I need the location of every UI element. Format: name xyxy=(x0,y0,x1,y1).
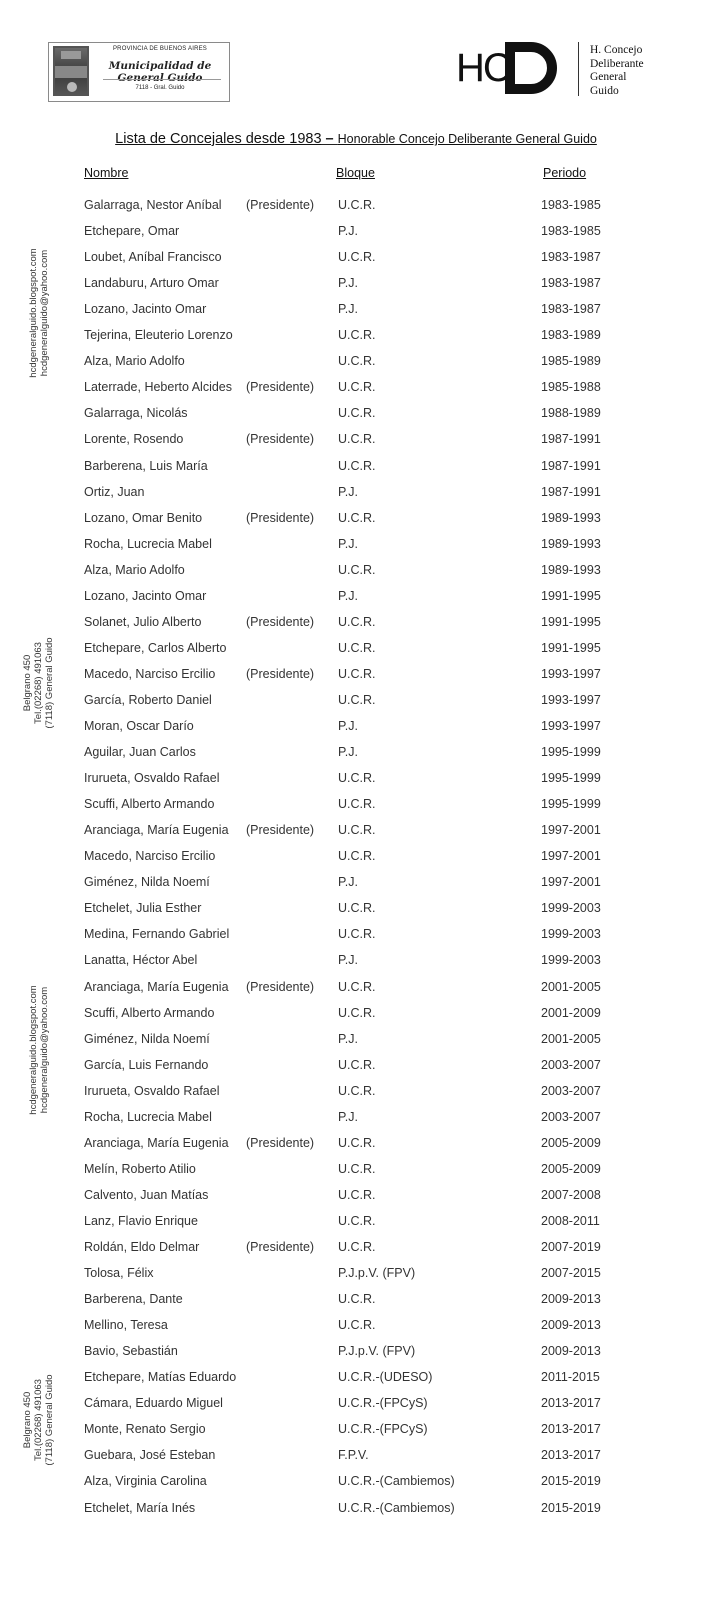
councillor-periodo: 1991-1995 xyxy=(541,588,601,603)
councillor-periodo: 1995-1999 xyxy=(541,797,601,812)
councillor-name: Lozano, Omar Benito xyxy=(84,510,203,525)
councillor-bloque: U.C.R. xyxy=(338,1240,376,1254)
councillor-periodo: 2011-2015 xyxy=(541,1370,600,1385)
councillor-name: Galarraga, Nicolás xyxy=(84,406,188,421)
councillor-bloque: P.J. xyxy=(338,536,358,551)
column-header-periodo: Periodo xyxy=(543,166,587,180)
table-row xyxy=(0,1266,712,1292)
councillor-periodo: 1989-1993 xyxy=(541,536,601,551)
councillor-bloque: U.C.R. xyxy=(338,432,376,447)
councillor-name: Medina, Fernando Gabriel xyxy=(84,927,230,942)
table-row xyxy=(0,875,712,901)
councillor-name: Etchepare, Matías Eduardo xyxy=(84,1370,237,1385)
councillor-periodo: 2015-2019 xyxy=(541,1500,601,1515)
councillor-name: Roldán, Eldo Delmar xyxy=(84,1240,200,1254)
councillor-periodo: 2013-2017 xyxy=(541,1396,601,1411)
table-row xyxy=(0,641,712,667)
councillor-name: Laterrade, Heberto Alcides xyxy=(84,380,233,395)
councillor-role: (Presidente) xyxy=(246,823,315,838)
councillor-role: (Presidente) xyxy=(246,666,315,681)
councillor-name: Etchepare, Carlos Alberto xyxy=(84,640,227,655)
councillor-bloque: U.C.R. xyxy=(338,1161,376,1176)
councillor-periodo: 2007-2015 xyxy=(541,1266,601,1281)
councillor-bloque: U.C.R.-(FPCyS) xyxy=(338,1396,428,1411)
councillor-bloque: P.J. xyxy=(338,1109,358,1124)
councillor-periodo: 1993-1997 xyxy=(541,719,601,733)
councillor-periodo: 2007-2019 xyxy=(541,1240,601,1254)
councillor-bloque: P.J. xyxy=(338,953,358,968)
table-row xyxy=(0,927,712,953)
councillor-name: Mellino, Teresa xyxy=(84,1318,168,1333)
table-row xyxy=(0,901,712,927)
councillor-periodo: 2009-2013 xyxy=(541,1344,601,1359)
councillor-bloque: U.C.R. xyxy=(338,354,376,369)
councillor-periodo: 1997-2001 xyxy=(541,875,601,890)
councillor-periodo: 1989-1993 xyxy=(541,510,601,525)
councillor-periodo: 1983-1987 xyxy=(541,302,601,317)
table-row xyxy=(0,1240,712,1266)
councillor-bloque: U.C.R. xyxy=(338,666,376,681)
councillor-periodo: 2001-2009 xyxy=(541,1005,601,1020)
hcd-name-line4: Guido xyxy=(590,84,619,97)
hcd-logo xyxy=(456,36,566,100)
councillor-name: Lozano, Jacinto Omar xyxy=(84,588,207,603)
councillor-name: Aranciaga, María Eugenia xyxy=(84,979,229,994)
councillor-periodo: 2001-2005 xyxy=(541,1031,601,1046)
coat-of-arms-icon xyxy=(53,46,89,96)
table-row xyxy=(0,1474,712,1500)
table-row xyxy=(0,328,712,354)
councillor-name: Alza, Virginia Carolina xyxy=(84,1474,207,1489)
logo-divider xyxy=(103,79,221,80)
title-sub: Honorable Concejo Deliberante General Guido xyxy=(337,132,597,146)
councillor-name: Moran, Oscar Darío xyxy=(84,719,194,733)
councillor-bloque: U.C.R. xyxy=(338,1057,376,1072)
councillor-bloque: U.C.R. xyxy=(338,849,376,864)
table-row xyxy=(0,615,712,641)
hcd-name-line1: H. Concejo xyxy=(590,44,643,56)
councillor-name: Landaburu, Arturo Omar xyxy=(84,276,219,291)
municipality-name: Municipalidad de General Guido xyxy=(108,60,212,84)
councillor-bloque: P.J. xyxy=(338,1031,358,1046)
councillor-bloque: U.C.R.-(UDESO) xyxy=(338,1370,433,1385)
councillor-name: Macedo, Narciso Ercilio xyxy=(84,849,216,864)
table-row xyxy=(0,1032,712,1058)
column-header-bloque: Bloque xyxy=(336,166,375,180)
councillor-bloque: U.C.R. xyxy=(338,198,376,212)
councillor-periodo: 2005-2009 xyxy=(541,1135,601,1150)
councillor-bloque: P.J. xyxy=(338,302,358,317)
table-row xyxy=(0,563,712,589)
councillor-bloque: U.C.R. xyxy=(338,1213,376,1228)
councillor-name: Lozano, Jacinto Omar xyxy=(84,302,207,317)
hcd-logo-letters: HC xyxy=(456,46,510,90)
councillor-name: Lanz, Flavio Enrique xyxy=(84,1213,198,1228)
table-row xyxy=(0,224,712,250)
blog-url: hcdgeneralguido.blogspot.com xyxy=(28,985,39,1115)
document-title xyxy=(0,130,712,148)
side-address-block-2 xyxy=(22,1365,58,1475)
table-row xyxy=(0,511,712,537)
councillor-name: Lanatta, Héctor Abel xyxy=(84,953,198,968)
table-row xyxy=(0,667,712,693)
table-row xyxy=(0,250,712,276)
councillor-bloque: U.C.R. xyxy=(338,380,376,395)
table-row xyxy=(0,537,712,563)
address-city: (7118) General Guido xyxy=(44,1374,55,1466)
councillor-name: Barberena, Dante xyxy=(84,1292,183,1307)
councillor-bloque: U.C.R.-(Cambiemos) xyxy=(338,1500,455,1515)
column-header-name: Nombre xyxy=(84,166,129,180)
municipality-logo xyxy=(48,42,230,102)
councillor-periodo: 1999-2003 xyxy=(541,901,601,916)
councillor-bloque: P.J. xyxy=(338,224,358,239)
address-city: (7118) General Guido xyxy=(44,637,55,729)
councillor-bloque: U.C.R. xyxy=(338,1292,376,1307)
councillor-name: Aguilar, Juan Carlos xyxy=(84,745,196,760)
hcd-full-name xyxy=(590,44,644,98)
table-row xyxy=(0,1344,712,1370)
councillor-bloque: U.C.R.-(FPCyS) xyxy=(338,1422,428,1437)
table-row xyxy=(0,797,712,823)
table-row xyxy=(0,1214,712,1240)
councillor-name: Etchepare, Omar xyxy=(84,224,180,239)
title-main: Lista de Concejales desde 1983 xyxy=(115,131,322,147)
table-row xyxy=(0,1370,712,1396)
councillor-periodo: 2003-2007 xyxy=(541,1109,601,1124)
councillor-bloque: P.J. xyxy=(338,276,358,291)
councillor-periodo: 1983-1989 xyxy=(541,328,601,343)
table-row xyxy=(0,1110,712,1136)
councillor-bloque: U.C.R. xyxy=(338,1135,376,1150)
councillor-periodo: 2001-2005 xyxy=(541,979,601,994)
councillor-bloque: U.C.R. xyxy=(338,692,376,707)
councillor-name: Guebara, José Esteban xyxy=(84,1448,216,1463)
table-row xyxy=(0,1006,712,1032)
councillor-periodo: 1997-2001 xyxy=(541,823,601,838)
councillor-periodo: 2013-2017 xyxy=(541,1448,601,1463)
councillor-bloque: U.C.R. xyxy=(338,406,376,421)
side-web-block-1 xyxy=(28,233,52,393)
email-address: hcdgeneralguido@yahoo.com xyxy=(39,986,50,1114)
councillor-periodo: 1989-1993 xyxy=(541,562,601,577)
table-row xyxy=(0,719,712,745)
table-row xyxy=(0,198,712,224)
councillor-periodo: 2007-2008 xyxy=(541,1187,601,1202)
councillor-bloque: F.P.V. xyxy=(338,1448,369,1463)
councillor-periodo: 1985-1988 xyxy=(541,380,601,395)
councillor-periodo: 1997-2001 xyxy=(541,849,601,864)
hcd-name-line3: General xyxy=(590,71,627,83)
table-row xyxy=(0,459,712,485)
table-row xyxy=(0,953,712,979)
councillor-name: Irurueta, Osvaldo Rafael xyxy=(84,771,220,786)
province-label: PROVINCIA DE BUENOS AIRES xyxy=(112,46,208,52)
councillor-bloque: U.C.R. xyxy=(338,562,376,577)
councillor-role: (Presidente) xyxy=(246,432,315,447)
table-row xyxy=(0,276,712,302)
councillor-bloque: P.J. xyxy=(338,745,358,760)
table-row xyxy=(0,1422,712,1448)
councillor-name: Etchelet, María Inés xyxy=(84,1500,196,1515)
councillor-periodo: 1987-1991 xyxy=(541,458,601,473)
councillor-name: Barberena, Luis María xyxy=(84,458,208,473)
address-phone: Tel.(02268) 491063 xyxy=(33,642,44,724)
councillor-bloque: U.C.R. xyxy=(338,1005,376,1020)
hcd-name-line2: Deliberante xyxy=(590,57,644,70)
table-row xyxy=(0,354,712,380)
councillor-periodo: 1995-1999 xyxy=(541,771,601,786)
councillor-bloque: U.C.R. xyxy=(338,771,376,786)
councillor-name: Aranciaga, María Eugenia xyxy=(84,823,229,838)
councillor-periodo: 1985-1989 xyxy=(541,354,601,369)
councillor-periodo: 1987-1991 xyxy=(541,484,601,499)
councillor-name: Giménez, Nilda Noemí xyxy=(84,875,210,890)
table-row xyxy=(0,745,712,771)
councillor-periodo: 1983-1985 xyxy=(541,224,601,239)
councillor-name: Ortiz, Juan xyxy=(84,484,145,499)
table-row xyxy=(0,1188,712,1214)
councillor-bloque: U.C.R. xyxy=(338,458,376,473)
councillor-name: Lorente, Rosendo xyxy=(84,432,184,447)
councillor-periodo: 1983-1987 xyxy=(541,276,601,291)
address-phone: Tel.(02268) 491063 xyxy=(33,1379,44,1461)
councillor-bloque: U.C.R. xyxy=(338,823,376,838)
councillor-name: Etchelet, Julia Esther xyxy=(84,901,202,916)
councillor-name: Tolosa, Félix xyxy=(84,1266,154,1281)
table-row xyxy=(0,1292,712,1318)
councillor-periodo: 1991-1995 xyxy=(541,640,601,655)
councillor-bloque: U.C.R. xyxy=(338,979,376,994)
councillor-role: (Presidente) xyxy=(246,198,315,212)
councillor-name: Rocha, Lucrecia Mabel xyxy=(84,1109,212,1124)
councillor-name: Giménez, Nilda Noemí xyxy=(84,1031,210,1046)
councillor-name: Scuffi, Alberto Armando xyxy=(84,797,215,812)
table-row xyxy=(0,1058,712,1084)
councillor-bloque: U.C.R. xyxy=(338,797,376,812)
table-row xyxy=(0,406,712,432)
title-separator: – xyxy=(321,131,338,147)
councillor-name: Bavio, Sebastián xyxy=(84,1344,178,1359)
councillor-bloque: U.C.R. xyxy=(338,927,376,942)
councillor-name: García, Luis Fernando xyxy=(84,1057,209,1072)
table-row xyxy=(0,771,712,797)
councillor-name: Alza, Mario Adolfo xyxy=(84,354,185,369)
councillor-name: Tejerina, Eleuterio Lorenzo xyxy=(84,328,233,343)
councillor-bloque: U.C.R. xyxy=(338,250,376,265)
councillor-periodo: 1987-1991 xyxy=(541,432,601,447)
councillor-name: García, Roberto Daniel xyxy=(84,692,212,707)
councillor-bloque: P.J.p.V. (FPV) xyxy=(338,1344,416,1359)
councillor-bloque: P.J.p.V. (FPV) xyxy=(338,1266,416,1281)
councillor-bloque: U.C.R. xyxy=(338,614,376,629)
councillor-bloque: U.C.R. xyxy=(338,1187,376,1202)
councillor-name: Solanet, Julio Alberto xyxy=(84,614,202,629)
table-row xyxy=(0,432,712,458)
table-row xyxy=(0,589,712,615)
councillor-role: (Presidente) xyxy=(246,1240,315,1254)
councillor-periodo: 1991-1995 xyxy=(541,614,601,629)
councillor-name: Monte, Renato Sergio xyxy=(84,1422,206,1437)
table-row xyxy=(0,823,712,849)
table-row xyxy=(0,849,712,875)
table-row xyxy=(0,1448,712,1474)
councillor-name: Macedo, Narciso Ercilio xyxy=(84,666,216,681)
councillor-periodo: 1983-1987 xyxy=(541,250,601,265)
councillor-bloque: U.C.R. xyxy=(338,328,376,343)
table-row xyxy=(0,1162,712,1188)
councillor-periodo: 1995-1999 xyxy=(541,745,601,760)
table-row xyxy=(0,693,712,719)
councillor-periodo: 1999-2003 xyxy=(541,927,601,942)
councillor-name: Melín, Roberto Atilio xyxy=(84,1161,196,1176)
side-address-block-1 xyxy=(22,628,58,738)
table-row xyxy=(0,1084,712,1110)
councillor-periodo: 2009-2013 xyxy=(541,1318,601,1333)
councillor-periodo: 2015-2019 xyxy=(541,1474,601,1489)
councillor-periodo: 2008-2011 xyxy=(541,1213,600,1228)
table-row xyxy=(0,380,712,406)
table-row xyxy=(0,302,712,328)
councillor-periodo: 1993-1997 xyxy=(541,666,601,681)
postal-label: 7118 - Gral. Guido xyxy=(135,85,185,91)
councillor-periodo: 1988-1989 xyxy=(541,406,601,421)
councillor-bloque: U.C.R. xyxy=(338,1318,376,1333)
blog-url: hcdgeneralguido.blogspot.com xyxy=(28,248,39,378)
councillor-periodo: 2005-2009 xyxy=(541,1161,601,1176)
councillor-name: Alza, Mario Adolfo xyxy=(84,562,185,577)
table-row xyxy=(0,980,712,1006)
councillor-periodo: 2013-2017 xyxy=(541,1422,601,1437)
councillor-periodo: 2009-2013 xyxy=(541,1292,601,1307)
councillor-role: (Presidente) xyxy=(246,510,315,525)
councillor-bloque: P.J. xyxy=(338,588,358,603)
table-row xyxy=(0,1501,712,1527)
hcd-divider xyxy=(578,42,579,96)
table-row xyxy=(0,1396,712,1422)
councillor-role: (Presidente) xyxy=(246,380,315,395)
councillor-name: Galarraga, Nestor Aníbal xyxy=(84,198,222,212)
councillor-role: (Presidente) xyxy=(246,979,315,994)
councillor-bloque: U.C.R. xyxy=(338,1083,376,1098)
councillor-periodo: 2003-2007 xyxy=(541,1083,601,1098)
hcd-logo-d-icon xyxy=(505,42,557,94)
side-web-block-2 xyxy=(28,970,52,1130)
table-row xyxy=(0,1318,712,1344)
councillor-bloque: P.J. xyxy=(338,484,358,499)
councillor-bloque: P.J. xyxy=(338,875,358,890)
councillor-role: (Presidente) xyxy=(246,1135,315,1150)
table-row xyxy=(0,1136,712,1162)
councillor-name: Calvento, Juan Matías xyxy=(84,1187,209,1202)
councillor-periodo: 1983-1985 xyxy=(541,198,601,212)
table-row xyxy=(0,485,712,511)
address-street: Belgrano 450 xyxy=(22,654,33,712)
councillor-periodo: 1993-1997 xyxy=(541,692,601,707)
address-street: Belgrano 450 xyxy=(22,1391,33,1449)
councillor-bloque: P.J. xyxy=(338,719,358,733)
councillor-periodo: 2003-2007 xyxy=(541,1057,601,1072)
councillor-name: Aranciaga, María Eugenia xyxy=(84,1135,229,1150)
councillor-role: (Presidente) xyxy=(246,614,315,629)
councillor-bloque: U.C.R.-(Cambiemos) xyxy=(338,1474,455,1489)
councillor-bloque: U.C.R. xyxy=(338,901,376,916)
email-address: hcdgeneralguido@yahoo.com xyxy=(39,249,50,377)
councillor-bloque: U.C.R. xyxy=(338,510,376,525)
councillor-name: Loubet, Aníbal Francisco xyxy=(84,250,222,265)
councillor-name: Scuffi, Alberto Armando xyxy=(84,1005,215,1020)
councillor-name: Cámara, Eduardo Miguel xyxy=(84,1396,223,1411)
councillor-name: Rocha, Lucrecia Mabel xyxy=(84,536,212,551)
councillor-bloque: U.C.R. xyxy=(338,640,376,655)
councillor-periodo: 1999-2003 xyxy=(541,953,601,968)
councillor-name: Irurueta, Osvaldo Rafael xyxy=(84,1083,220,1098)
